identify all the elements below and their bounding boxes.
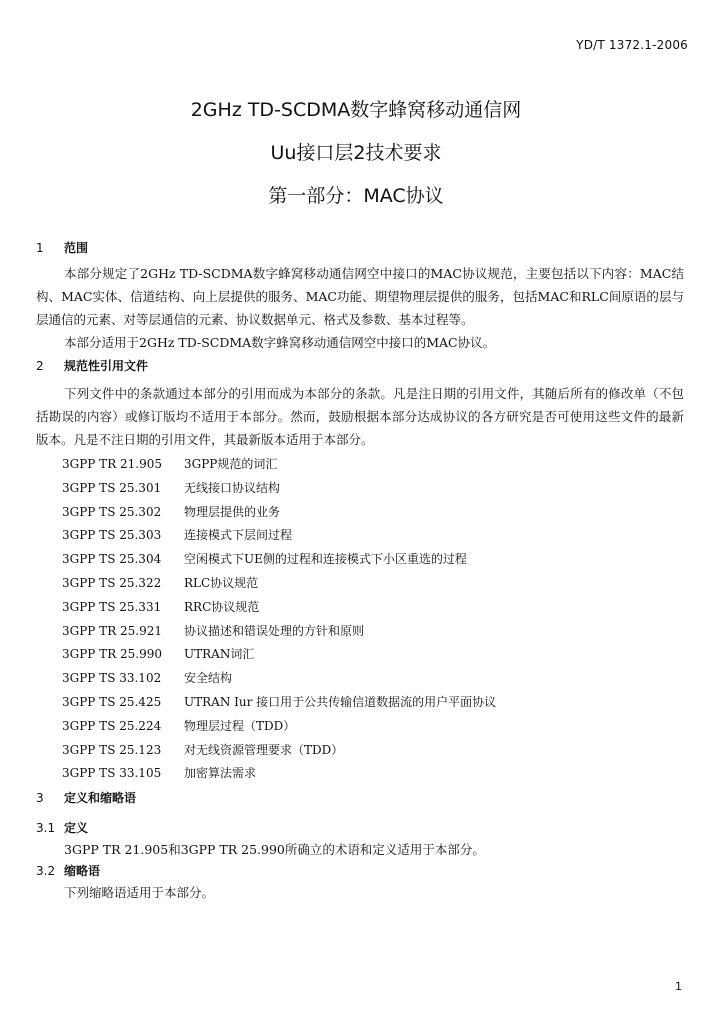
section-number: 3	[36, 791, 44, 806]
reference-title: 物理层提供的业务	[184, 504, 281, 519]
reference-title: RLC协议规范	[184, 575, 259, 590]
section-title: 定义和缩略语	[64, 791, 137, 806]
section-number: 2	[36, 359, 44, 373]
reference-code: 3GPP TS 33.102	[62, 671, 162, 686]
section-title: 规范性引用文件	[64, 359, 149, 373]
reference-code: 3GPP TS 25.123	[62, 742, 162, 757]
section-3-2-heading	[36, 861, 684, 881]
section-3-heading	[36, 788, 684, 808]
reference-code: 3GPP TS 25.301	[62, 480, 162, 495]
section-number: 1	[36, 241, 44, 255]
reference-code: 3GPP TS 25.331	[62, 599, 162, 614]
reference-code: 3GPP TS 25.304	[62, 552, 162, 567]
reference-item	[36, 643, 684, 667]
title-line-3: 第一部分：MAC协议	[268, 185, 444, 207]
section-3-1-paragraph: 3GPP TR 21.905和3GPP TR 25.990所确立的术语和定义适用于本部分。	[64, 842, 485, 858]
reference-list	[36, 453, 684, 786]
reference-title: UTRAN词汇	[184, 647, 255, 662]
section-2-paragraph-1: 下列文件中的条款通过本部分的引用而成为本部分的条款。凡是注日期的引用文件，其随后所有的修改单（不包括勘误的内容）或修订版均不适用于本部分。然而，鼓励根据本部分达成协议的各方研究是否可使用这些文件的最新版本。凡是不注日期的引用文件，其最新版本适用于本部分。	[36, 386, 684, 447]
reference-title: UTRAN Iur 接口用于公共传输信道数据流的用户平面协议	[184, 694, 497, 709]
reference-item	[36, 548, 684, 572]
reference-item	[36, 762, 684, 786]
reference-title: 无线接口协议结构	[184, 480, 281, 495]
reference-item	[36, 453, 684, 477]
reference-item	[36, 620, 684, 644]
reference-code: 3GPP TS 25.425	[62, 694, 162, 709]
reference-code: 3GPP TS 25.224	[62, 718, 162, 733]
section-number: 3.1	[36, 821, 56, 836]
reference-item	[36, 667, 684, 691]
reference-item	[36, 739, 684, 763]
reference-code: 3GPP TS 25.303	[62, 528, 162, 543]
reference-title: 对无线资源管理要求（TDD）	[184, 742, 344, 757]
section-title: 范围	[64, 241, 89, 255]
reference-item	[36, 477, 684, 501]
section-1-paragraph-1: 本部分规定了2GHz TD-SCDMA数字蜂窝移动通信网空中接口的MAC协议规范，主要包括以下内容：MAC结构、MAC实体、信道结构、向上层提供的服务、MAC功能、期望物理层提供的服务，包括MAC和RLC间原语的层与层通信的元素、对等层通信的元素、协议数据单元、格式及参数、基本过程等。	[36, 266, 684, 327]
title-line-1: 2GHz TD-SCDMA数字蜂窝移动通信网	[190, 99, 522, 121]
section-1-paragraph-2: 本部分适用于2GHz TD-SCDMA数字蜂窝移动通信网空中接口的MAC协议。	[64, 335, 496, 350]
reference-code: 3GPP TR 25.921	[62, 623, 163, 638]
page-number: 1	[675, 980, 682, 993]
section-1-heading	[36, 238, 684, 258]
document-body	[36, 238, 684, 904]
section-2-heading	[36, 356, 684, 376]
reference-title: 连接模式下层间过程	[184, 528, 293, 543]
reference-title: 3GPP规范的词汇	[184, 457, 278, 471]
reference-item	[36, 524, 684, 548]
reference-item	[36, 691, 684, 715]
reference-item	[36, 501, 684, 525]
reference-title: 加密算法需求	[184, 766, 257, 781]
section-number: 3.2	[36, 864, 56, 879]
reference-title: 协议描述和错误处理的方针和原则	[184, 623, 365, 638]
reference-title: 物理层过程（TDD）	[184, 718, 296, 733]
reference-item	[36, 572, 684, 596]
title-line-2: Uu接口层2技术要求	[270, 142, 442, 164]
reference-title: 安全结构	[184, 671, 233, 686]
reference-item	[36, 596, 684, 620]
reference-title: 空闲模式下UE侧的过程和连接模式下小区重选的过程	[184, 552, 467, 567]
reference-item	[36, 715, 684, 739]
section-title: 定义	[64, 821, 89, 836]
reference-code: 3GPP TS 25.322	[62, 575, 162, 590]
title-block	[0, 100, 712, 229]
section-3-2-paragraph: 下列缩略语适用于本部分。	[64, 885, 215, 901]
section-title: 缩略语	[64, 864, 101, 879]
reference-title: RRC协议规范	[184, 599, 260, 614]
document-code: YD/T 1372.1-2006	[576, 38, 688, 52]
reference-code: 3GPP TS 33.105	[62, 766, 162, 781]
reference-code: 3GPP TR 25.990	[62, 647, 163, 662]
section-3-1-heading	[36, 818, 684, 838]
reference-code: 3GPP TR 21.905	[62, 457, 163, 471]
reference-code: 3GPP TS 25.302	[62, 504, 162, 519]
